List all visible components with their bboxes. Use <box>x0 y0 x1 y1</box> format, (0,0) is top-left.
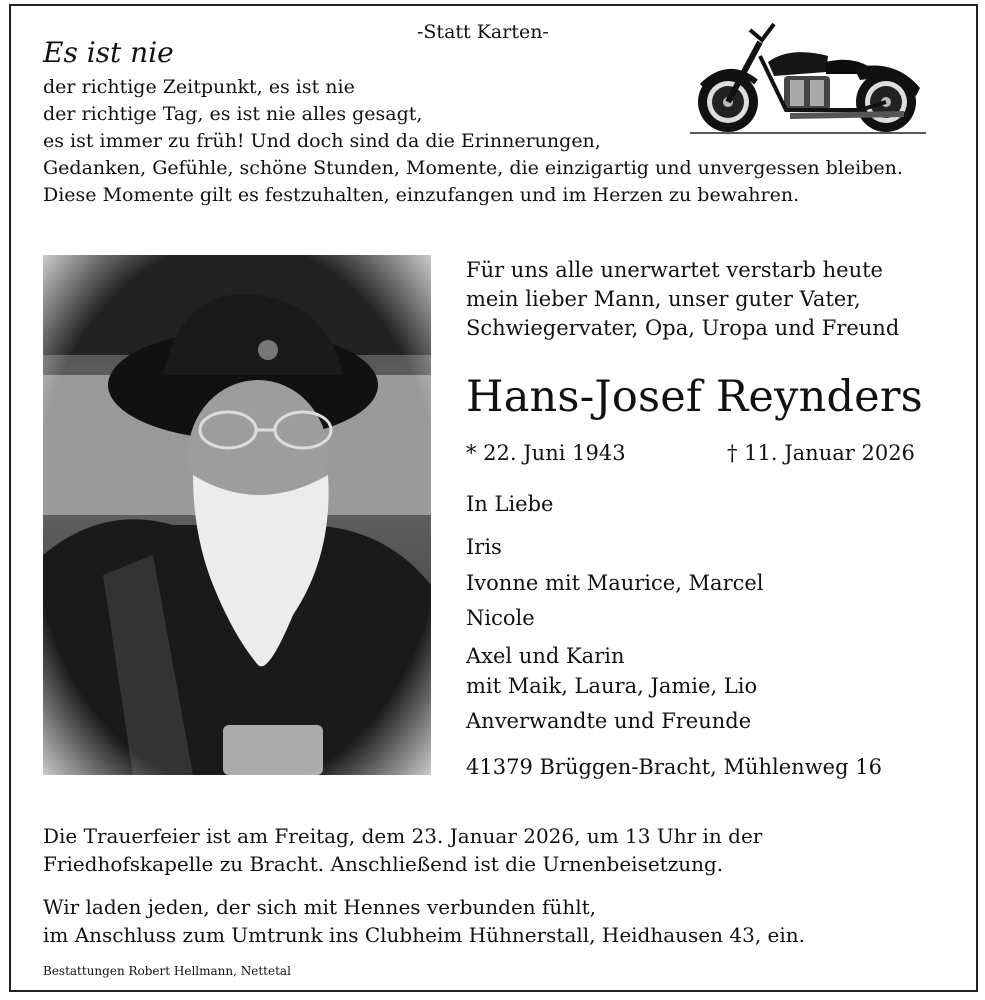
ceremony-line: Die Trauerfeier ist am Freitag, dem 23. Januar 2026, um 13 Uhr in der <box>43 824 763 848</box>
intro-line: Für uns alle unerwartet verstarb heute <box>466 258 883 282</box>
portrait-photo <box>43 255 431 775</box>
poem-line: es ist immer zu früh! Und doch sind da die Erinnerungen, <box>43 130 601 152</box>
family-address: 41379 Brüggen-Bracht, Mühlenweg 16 <box>466 755 882 779</box>
poem-line: Gedanken, Gefühle, schöne Stunden, Momente, die einzigartig und unvergessen bleiben. <box>43 157 903 179</box>
ceremony-text <box>43 822 762 878</box>
mourner-name: mit Maik, Laura, Jamie, Lio <box>466 674 758 698</box>
intro-line: mein lieber Mann, unser guter Vater, <box>466 287 861 311</box>
motorcycle-illustration <box>690 16 930 138</box>
death-date: † 11. Januar 2026 <box>727 441 915 465</box>
poem-title: Es ist nie <box>43 36 174 69</box>
mourner-name: Ivonne mit Maurice, Marcel <box>466 571 764 595</box>
statt-karten-header: -Statt Karten- <box>417 21 549 43</box>
poem-line: der richtige Zeitpunkt, es ist nie <box>43 76 355 98</box>
birth-date: * 22. Juni 1943 <box>466 441 626 465</box>
mourner-name: Axel und Karin <box>466 644 625 668</box>
undertaker-credit: Bestattungen Robert Hellmann, Nettetal <box>43 964 291 978</box>
poem-line: der richtige Tag, es ist nie alles gesagt, <box>43 103 423 125</box>
invitation-text <box>43 893 805 949</box>
invitation-line: Wir laden jeden, der sich mit Hennes verbunden fühlt, <box>43 895 596 919</box>
mourner-name: Nicole <box>466 606 535 630</box>
mourner-name: Anverwandte und Freunde <box>466 709 752 733</box>
deceased-name: Hans-Josef Reynders <box>466 372 923 422</box>
announcement-intro <box>466 256 899 343</box>
intro-line: Schwiegervater, Opa, Uropa und Freund <box>466 316 900 340</box>
mourner-name: Iris <box>466 535 502 559</box>
in-liebe-label: In Liebe <box>466 492 554 516</box>
ceremony-line: Friedhofskapelle zu Bracht. Anschließend ist die Urnenbeisetzung. <box>43 852 724 876</box>
invitation-line: im Anschluss zum Umtrunk ins Clubheim Hühnerstall, Heidhausen 43, ein. <box>43 923 806 947</box>
poem-line: Diese Momente gilt es festzuhalten, einzufangen und im Herzen zu bewahren. <box>43 184 800 206</box>
